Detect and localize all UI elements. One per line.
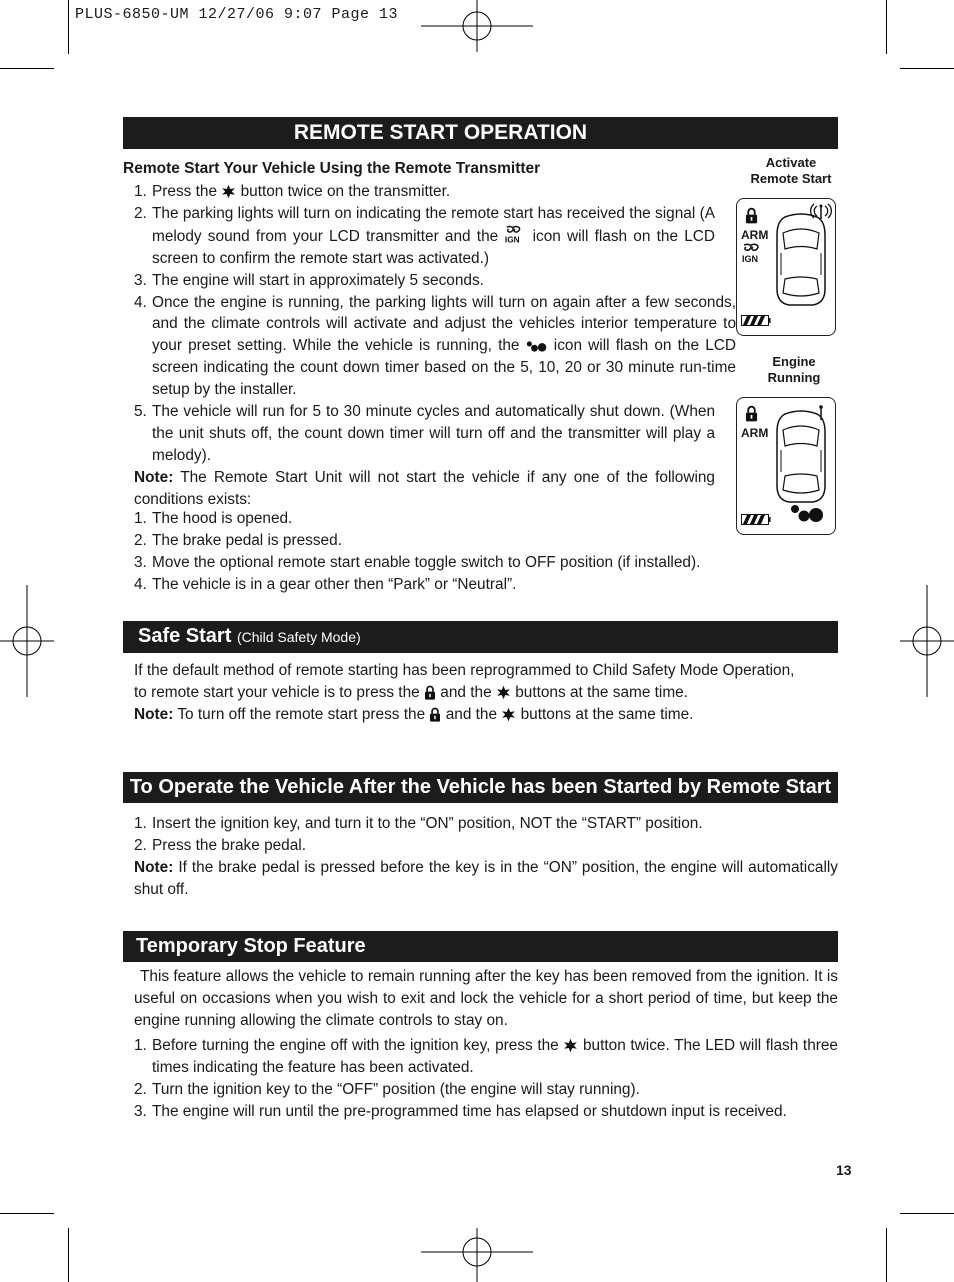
crop-mark	[68, 0, 69, 54]
operate-body	[134, 813, 838, 901]
list-item: 2. The parking lights will turn on indicating the remote start has received the signal (A melody sound from your LCD transmitter and the icon will flash on the LCD screen to confirm the remote start was activated.)	[134, 204, 715, 267]
crop-mark	[900, 1213, 954, 1214]
registration-mark-top	[421, 0, 533, 52]
remote-start-steps	[134, 181, 736, 511]
star-button-icon	[501, 707, 516, 722]
list-item: 4. Once the engine is running, the parking lights will turn on again after a few seconds, and the climate controls will activate and adjust the vehicles interior temperature to your preset setting. While the vehicle is running, the icon will flash on the LCD screen indicating the count down timer based on the 5, 10, 20 or 30 minute run-time setup by the installer.	[134, 293, 736, 399]
registration-mark-bottom	[421, 1228, 533, 1282]
battery-icon	[741, 514, 771, 526]
page-number: 13	[836, 1162, 852, 1178]
arm-label: ARM	[741, 426, 769, 440]
list-item: 1. Insert the ignition key, and turn it to the “ON” position, NOT the “START” position.	[134, 815, 703, 832]
crop-mark	[886, 1228, 887, 1282]
list-item: 3. The engine will run until the pre-programmed time has elapsed or shutdown input is received.	[134, 1102, 787, 1120]
list-item: 1. The hood is opened.	[134, 510, 293, 527]
crop-mark	[68, 1228, 69, 1282]
ign-icon	[741, 243, 765, 263]
operate-note: Note: If the brake pedal is pressed before the key is in the “ON” position, the engine will automatically shut off.	[134, 858, 839, 898]
list-item: 4. The vehicle is in a gear other then “Park” or “Neutral”.	[134, 575, 517, 593]
ign-icon	[504, 225, 526, 244]
section-title-safe-start: Safe Start (Child Safety Mode)	[123, 621, 838, 653]
section-title-temporary-stop: Temporary Stop Feature	[123, 931, 838, 962]
crop-mark	[0, 1213, 54, 1214]
engine-running-icon	[789, 504, 825, 524]
list-item: 5. The vehicle will run for 5 to 30 minute cycles and automatically shut down. (When the unit shuts off, the count down timer will turn off and the transmitter will play a melody).	[134, 403, 715, 464]
lcd-caption-activate: Activate Remote Start	[750, 155, 832, 186]
car-top-view-icon	[775, 213, 827, 307]
section-title-remote-start: REMOTE START OPERATION	[123, 117, 838, 149]
star-button-icon	[563, 1038, 578, 1053]
safe-start-note: Note: To turn off the remote start press the and the buttons at the same time.	[134, 705, 694, 723]
registration-mark-left	[0, 585, 54, 697]
section-title-operate: To Operate the Vehicle After the Vehicle has been Started by Remote Start	[123, 772, 838, 803]
list-item: 2. The brake pedal is pressed.	[134, 531, 342, 549]
lcd-caption-engine-running: Engine Running	[767, 354, 821, 385]
lock-button-icon	[424, 685, 436, 700]
lock-icon	[745, 207, 758, 224]
list-item: 3. The engine will start in approximately 5 seconds.	[134, 271, 484, 289]
list-item: 3. Move the optional remote start enable toggle switch to OFF position (if installed).	[134, 553, 701, 571]
temp-stop-intro: This feature allows the vehicle to remain running after the key has been removed from the ignition. It is useful on occasions when you wish to exit and lock the vehicle for a short period of time, but keep the engine running allowing the climate controls to stay on.	[134, 968, 838, 1029]
lcd-panel-activate-remote-start	[736, 198, 836, 336]
registration-mark-right	[900, 585, 954, 697]
list-item: 2. Press the brake pedal.	[134, 836, 306, 854]
remote-start-note: Note: The Remote Start Unit will not start the vehicle if any one of the following conditions exists:	[134, 468, 715, 508]
print-slug: PLUS-6850-UM 12/27/06 9:07 Page 13	[75, 6, 399, 23]
list-item: 2. Turn the ignition key to the “OFF” position (the engine will stay running).	[134, 1080, 640, 1098]
crop-mark	[900, 68, 954, 69]
battery-icon	[741, 315, 771, 327]
arm-label: ARM	[741, 228, 769, 242]
lcd-panel-engine-running	[736, 397, 836, 535]
list-item: 1. Press the button twice on the transmitter.	[134, 183, 451, 200]
safe-start-body: If the default method of remote starting has been reprogrammed to Child Safety Mode Operation, to remote start your vehicle is to press the and the buttons at the same time. Note: To turn off the remote start press the and the buttons at the same time.	[134, 660, 838, 726]
star-button-icon	[496, 685, 511, 700]
engine-running-icon	[526, 340, 548, 353]
lock-button-icon	[429, 707, 441, 722]
crop-mark	[0, 68, 54, 69]
list-item: 1. Before turning the engine off with the ignition key, press the button twice. The LED will flash three times indicating the feature has been activated.	[134, 1037, 838, 1076]
star-button-icon	[221, 184, 236, 199]
temp-stop-steps	[134, 1035, 838, 1123]
crop-mark	[886, 0, 887, 54]
remote-start-subtitle: Remote Start Your Vehicle Using the Remote Transmitter	[123, 160, 541, 177]
lock-icon	[745, 405, 758, 422]
conditions-list	[134, 508, 754, 596]
car-top-view-icon	[775, 410, 827, 504]
